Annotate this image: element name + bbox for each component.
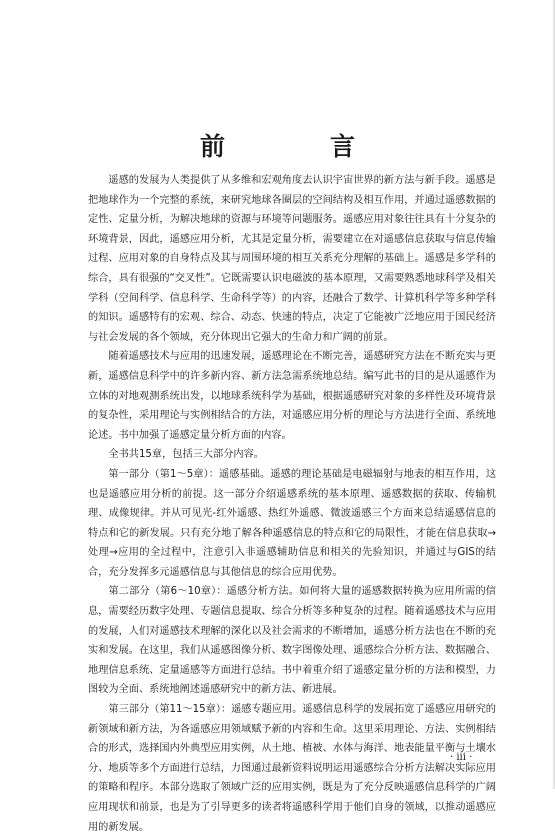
paragraph: 第一部分（第1～5章）：遥感基础。遥感的理论基础是电磁辐射与地表的相互作用，这也是遥感应用分析的前提。这一部分介绍遥感系统的基本原理、遥感数据的获取、传输机理、成像规律。并从可见光-红外遥感、热红外遥感、微波遥感三个方面来总结遥感信息的特点和它的新发展。只有充分地了解各种遥感信息的特点和它的局限性，才能在信息获取→处理→应用的全过程中，注意引入非遥感辅助信息和相关的先验知识，并通过与GIS的结合，充分发挥多元遥感信息与其他信息的综合应用优势。 — [88, 468, 496, 578]
paragraph: 第三部分（第11～15章）：遥感专题应用。遥感信息科学的发展拓宽了遥感应用研究的新领域和新方法，为各遥感应用领域赋予新的内容和生命。这里采用理论、方法、实例相结合的形式，选择国内外典型应用实例，从土地、植被、水体与海洋、地表能量平衡与土壤水分、地质等多个方面进行总结，力图通过最新资料说明运用遥感综合分析方法解决实际应用的策略和程序。本部分选取了领域广泛的应用实例，既是为了充分反映遥感信息科学的广阔应用现状和前景，也是为了引导更多的读者将遥感科学用于他们自身的领域，以推动遥感应用的新发展。 — [88, 704, 496, 833]
paragraph: 遥感的发展为人类提供了从多维和宏观角度去认识宇宙世界的新方法与新手段。遥感是把地球作为一个完整的系统，来研究地球各圈层的空间结构及相互作用，并通过遥感数据的定性、定量分析，为解决地球的资源与环境等问题服务。遥感应用对象往往具有十分复杂的环境背景，因此，遥感应用分析，尤其是定量分析，需要建立在对遥感信息获取与信息传输过程、应用对象的自身特点及其与周围环境的相互关系充分理解的基础上。遥感是多学科的综合，具有很强的“交叉性”。它既需要认识电磁波的基本原理，又需要熟悉地球科学及相关学科（空间科学、信息科学、生命科学等）的内容，还融合了数学、计算机科学等多种学科的知识。遥感特有的宏观、综合、动态、快速的特点，决定了它能被广泛地应用于国民经济与社会发展的各个领域，充分体现出它强大的生命力和广阔的前景。 — [88, 175, 496, 343]
paragraph: 第二部分（第6～10章）：遥感分析方法。如何将大量的遥感数据转换为应用所需的信息，需要经历数字处理、专题信息提取、综合分析等多种复杂的过程。随着遥感技术与应用的发展，人们对遥感技术理解的深化以及社会需求的不断增加，遥感分析方法也在不断的充实和发展。在这里，我们从遥感图像分析、数字图像处理、遥感综合分析方法、数据融合、地理信息系统、定量遥感等方面进行总结。书中着重介绍了遥感定量分析的方法和模型，力图较为全面、系统地阐述遥感研究中的新方法、新进展。 — [88, 586, 496, 696]
preface-body — [88, 171, 496, 837]
page-title: 前 言 — [199, 132, 395, 161]
paragraph: 随着遥感技术与应用的迅速发展，遥感理论在不断完善，遥感研究方法在不断充实与更新，遥感信息科学中的许多新内容、新方法急需系统地总结。编写此书的目的是从遥感作为立体的对地观测系统出发，以地球系统科学为基础，根据遥感研究对象的多样性及环境背景的复杂性，采用理论与实例相结合的方法，对遥感应用分析的理论与方法进行全面、系统地论述。书中加强了遥感定量分析方面的内容。 — [88, 351, 496, 441]
paragraph: 全书共15章，包括三大部分内容。 — [108, 449, 264, 461]
page-number: · iii · — [450, 752, 473, 763]
